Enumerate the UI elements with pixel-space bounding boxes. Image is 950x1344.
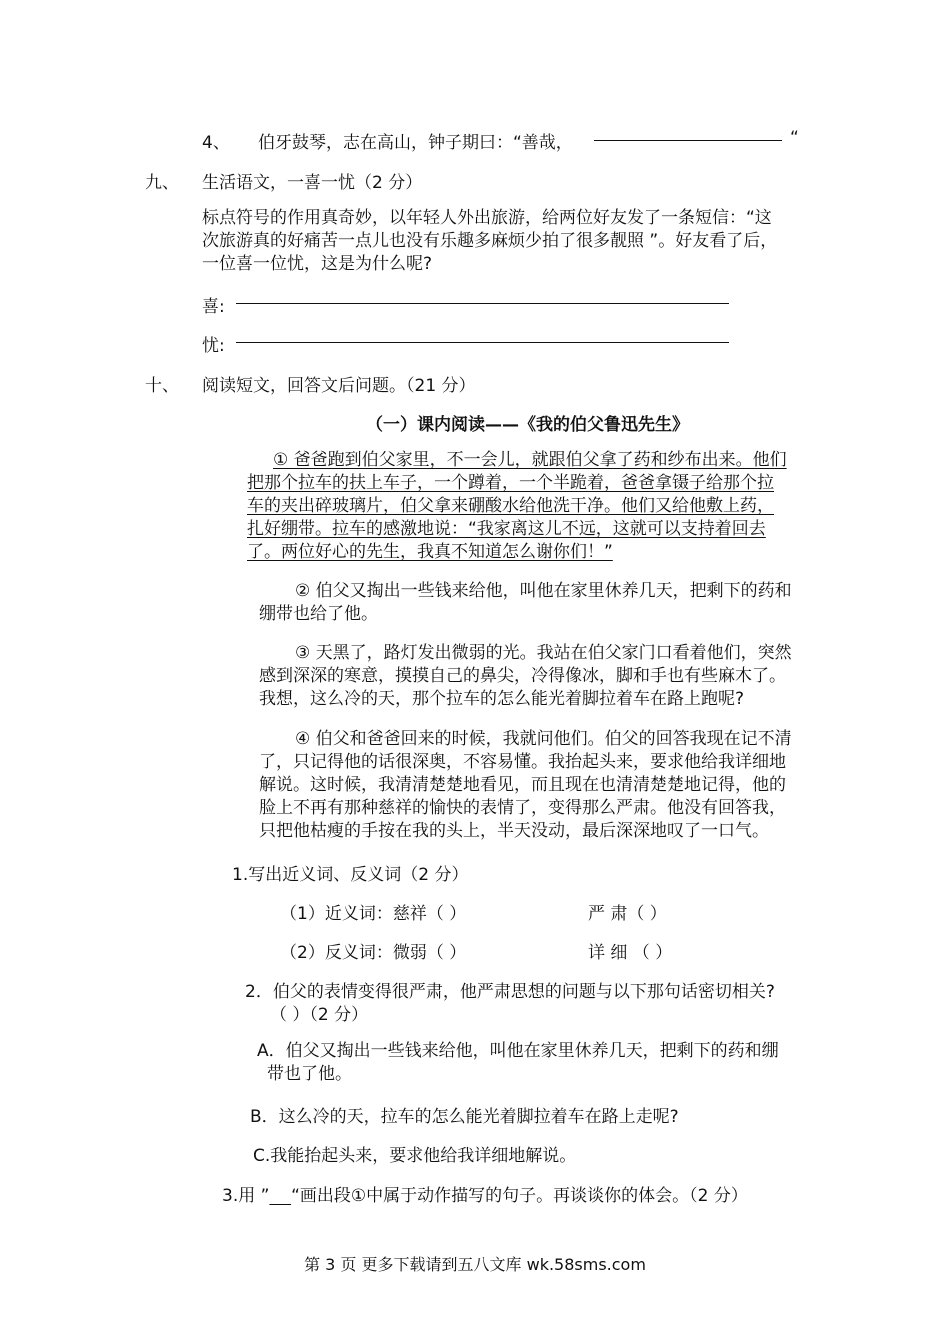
antonym-question-2[interactable]: 详 细 （ ） [588,943,673,963]
question-4-number: 4、 [202,133,230,153]
question-4-answer-line[interactable] [594,140,782,141]
passage-paragraph-1 [247,449,787,564]
section-9-body [202,207,777,276]
passage-line: ② 伯父又掏出一些钱来给他，叫他在家里休养几天，把剩下的药和 [295,581,792,601]
question-3-underline-sample [269,1186,291,1206]
reading-question-3 [222,1181,748,1206]
passage-line: 车的夹出碎玻璃片，伯父拿来硼酸水给他洗干净。他们又给他敷上药， [247,496,774,516]
question-3-suffix: “画出段①中属于动作描写的句子。再谈谈你的体会。（2 分） [291,1186,748,1206]
option-b[interactable]: B．这么冷的天，拉车的怎么能光着脚拉着车在路上走呢? [250,1107,679,1127]
passage-line: 了，只记得他的话很深奥，不容易懂。我抬起头来，要求他给我详细地 [259,752,786,772]
passage-line: 我想，这么冷的天，那个拉车的怎么能光着脚拉着车在路上跑呢? [259,689,745,709]
page-footer: 第 3 页 更多下载请到五八文库 wk.58sms.com [304,1255,646,1274]
passage-line: 脸上不再有那种慈祥的愉快的表情了，变得那么严肃。他没有回答我， [259,798,786,818]
synonym-question-2[interactable]: 严 肃（ ） [588,904,667,924]
passage-paragraph-4 [259,728,792,843]
question-4-close-quote: “ [790,128,799,148]
passage-line: 了。两位好心的先生，我真不知道怎么谢你们！” [247,542,613,562]
synonym-question[interactable]: （1）近义词：慈祥（ ） [280,904,467,924]
option-a-line: A．伯父又掏出一些钱来给他，叫他在家里休养几天，把剩下的药和绷 [257,1041,779,1061]
option-a-line: 带也了他。 [267,1064,352,1084]
reading-question-2-title: 2．伯父的表情变得很严肃，他严肃思想的问题与以下那句话密切相关? [245,982,775,1002]
passage-line: 把那个拉车的扶上车子，一个蹲着，一个半跪着，爸爸拿镊子给那个拉 [247,473,774,493]
section-9-body-line: 次旅游真的好痛苦一点儿也没有乐趣多麻烦少拍了很多靓照 ”。好友看了后， [202,231,778,251]
section-10-title: 阅读短文，回答文后问题。（21 分） [202,376,476,396]
passage-line: 只把他枯瘦的手按在我的头上，半天没动，最后深深地叹了一口气。 [259,821,769,841]
section-10-number: 十、 [145,376,179,396]
passage-line: ③ 天黑了，路灯发出微弱的光。我站在伯父家门口看着他们，突然 [295,643,792,663]
xi-label: 喜: [202,297,225,317]
reading-question-1-title: 1.写出近义词、反义词（2 分） [232,865,469,885]
you-answer-line[interactable] [236,342,729,343]
antonym-question[interactable]: （2）反义词：微弱（ ） [280,943,467,963]
passage-line: 绷带也给了他。 [259,604,378,624]
passage-line: ④ 伯父和爸爸回来的时候，我就问他们。伯父的回答我现在记不清 [295,729,792,749]
option-c[interactable]: C.我能抬起头来，要求他给我详细地解说。 [253,1146,577,1166]
xi-answer-line[interactable] [236,303,729,304]
passage-line: 扎好绷带。拉车的感激地说：“我家离这儿不远，这就可以支持着回去 [247,519,766,539]
passage-paragraph-2 [259,580,792,626]
you-label: 忧: [202,336,225,356]
passage-line: ① 爸爸跑到伯父家里，不一会儿，就跟伯父拿了药和纱布出来。他们 [273,450,787,470]
passage-line: 解说。这时候，我清清楚楚地看见，而且现在也清清楚楚地记得，他的 [259,775,786,795]
reading-subtitle: （一）课内阅读——《我的伯父鲁迅先生》 [366,415,689,435]
section-9-body-line: 一位喜一位忧，这是为什么呢? [202,254,433,274]
passage-paragraph-3 [259,642,792,711]
section-9-body-line: 标点符号的作用真奇妙，以年轻人外出旅游，给两位好友发了一条短信：“这 [202,208,772,228]
question-3-prefix: 3.用 ” [222,1186,270,1206]
section-9-title: 生活语文，一喜一忧（2 分） [202,173,423,193]
reading-question-2-answer-paren[interactable]: （ ）（2 分） [270,1005,369,1025]
question-4-text: 伯牙鼓琴，志在高山，钟子期曰：“善哉， [258,133,573,153]
section-9-number: 九、 [145,173,179,193]
passage-line: 感到深深的寒意，摸摸自己的鼻尖，冷得像冰，脚和手也有些麻木了。 [259,666,786,686]
option-a[interactable] [257,1040,779,1086]
